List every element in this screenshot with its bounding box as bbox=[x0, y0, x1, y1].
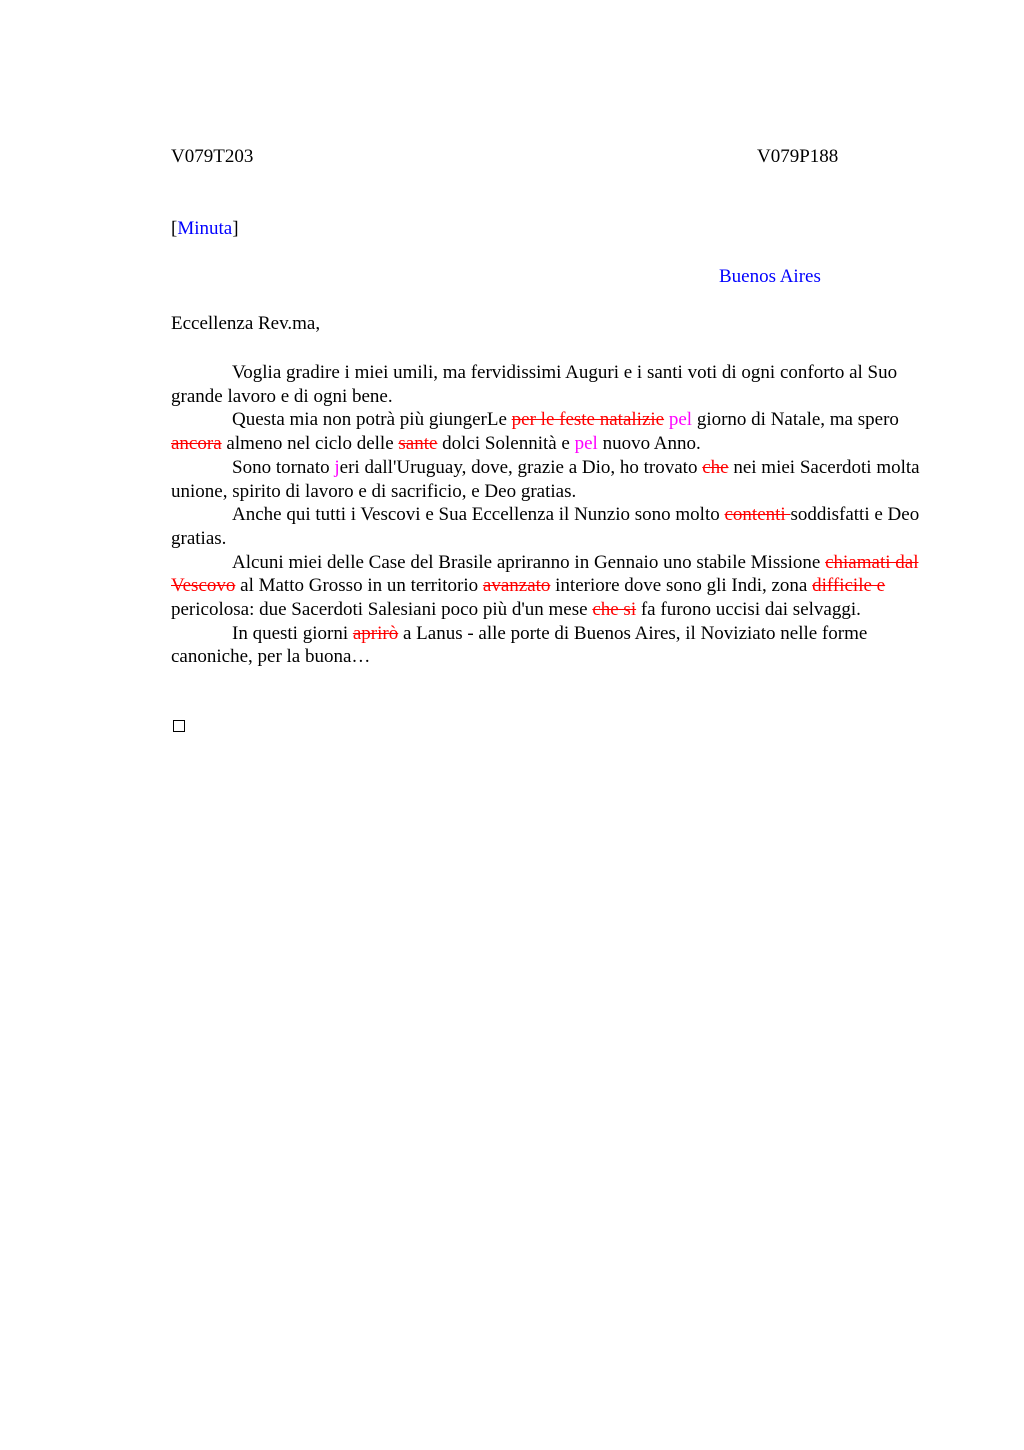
document-code-right: V079P188 bbox=[757, 146, 839, 167]
open-bracket: [ bbox=[171, 218, 178, 239]
minuta-label bbox=[171, 218, 239, 240]
text-run: eri dall'Uruguay, dove, grazie a Dio, ho trovato bbox=[339, 456, 703, 478]
text-run: pericolosa: due Sacerdoti Salesiani poco più d'un mese bbox=[171, 599, 593, 621]
paragraph-4 bbox=[171, 503, 931, 550]
empty-square-icon bbox=[173, 720, 185, 732]
paragraph-2 bbox=[171, 408, 931, 455]
paragraph-3 bbox=[171, 456, 931, 503]
paragraph-5 bbox=[171, 551, 931, 622]
text-run: nuovo Anno. bbox=[597, 433, 701, 455]
deleted-text: difficile e bbox=[812, 575, 886, 597]
inserted-text: pel bbox=[668, 409, 693, 431]
text-run: a Lanus - alle porte di Buenos Aires, il Noviziato nelle forme canoniche, per la buona… bbox=[171, 622, 868, 668]
text-run: dolci Solennità e bbox=[437, 433, 575, 455]
deleted-text: che si bbox=[592, 599, 637, 621]
text-run: Questa mia non potrà più giungerLe bbox=[232, 409, 512, 431]
inserted-text: pel bbox=[574, 433, 598, 455]
place-heading: Buenos Aires bbox=[719, 266, 821, 287]
document-code-left: V079T203 bbox=[171, 146, 254, 167]
paragraph-6 bbox=[171, 622, 931, 669]
deleted-text: contenti bbox=[724, 504, 791, 526]
minuta-text: Minuta bbox=[177, 218, 233, 239]
text-run: Anche qui tutti i Vescovi e Sua Eccellenza il Nunzio sono molto bbox=[232, 504, 725, 526]
letter-body bbox=[171, 361, 931, 669]
deleted-text: chiamati dal Vescovo bbox=[171, 551, 919, 597]
text-run: Sono tornato bbox=[232, 456, 335, 478]
paragraph-1 bbox=[171, 361, 931, 408]
salutation: Eccellenza Rev.ma, bbox=[171, 313, 321, 334]
text-run: al Matto Grosso in un territorio bbox=[235, 575, 483, 597]
text-run: almeno nel ciclo delle bbox=[221, 433, 399, 455]
deleted-text: che bbox=[702, 456, 729, 478]
text-run: nei miei Sacerdoti molta unione, spirito di lavoro e di sacrificio, e Deo gratias. bbox=[171, 456, 920, 502]
text-run: soddisfatti e Deo gratias. bbox=[171, 504, 920, 549]
deleted-text: per le feste natalizie bbox=[511, 409, 665, 431]
deleted-text: ancora bbox=[171, 433, 222, 455]
deleted-text: aprirò bbox=[352, 622, 399, 644]
inserted-text: j bbox=[334, 456, 340, 478]
paragraph-1-text: Voglia gradire i miei umili, ma fervidissimi Auguri e i santi voti di ogni conforto al Suo grande lavoro e di ogni bene. bbox=[171, 362, 898, 407]
text-run: Alcuni miei delle Case del Brasile apriranno in Gennaio uno stabile Missione bbox=[232, 551, 826, 573]
deleted-text: avanzato bbox=[482, 575, 551, 597]
text-run: In questi giorni bbox=[232, 622, 353, 644]
close-bracket: ] bbox=[232, 218, 239, 239]
text-run: interiore dove sono gli Indi, zona bbox=[550, 575, 813, 597]
text-run: fa furono uccisi dai selvaggi. bbox=[636, 599, 861, 621]
text-run: giorno di Natale, ma spero bbox=[692, 409, 899, 431]
deleted-text: sante bbox=[398, 433, 438, 455]
